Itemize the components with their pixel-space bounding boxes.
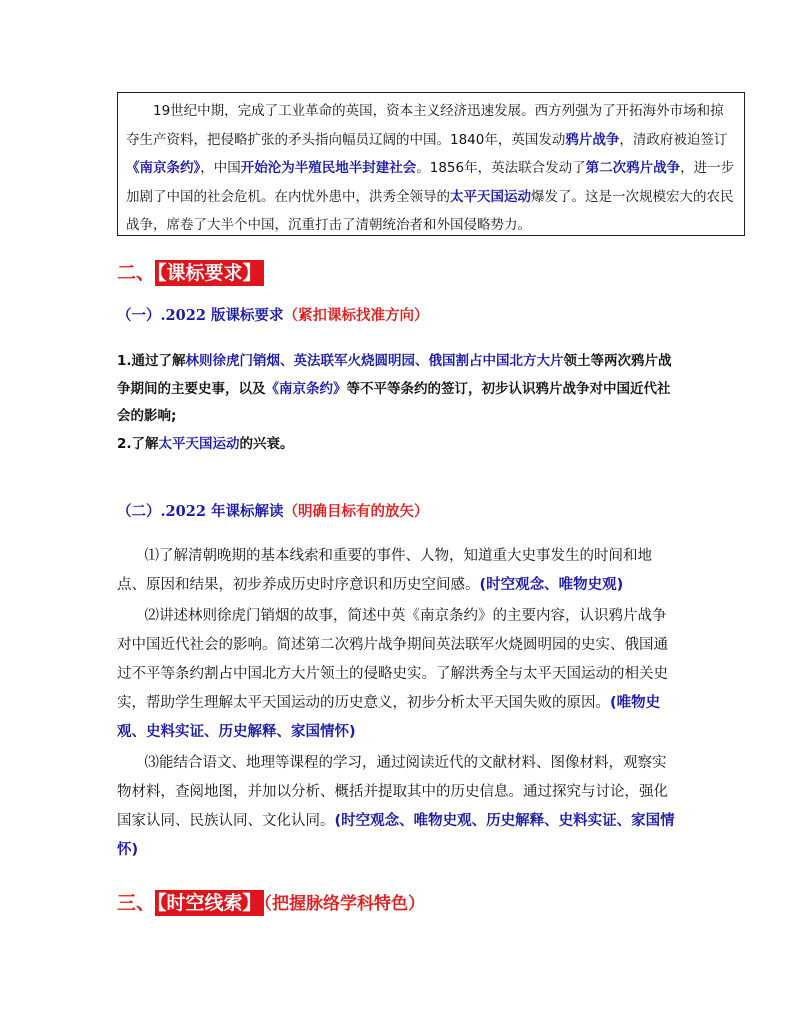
subsection-note: （明确目标有的放矢） bbox=[283, 503, 429, 520]
intro-text: 。1856年，英法联合发动了 bbox=[416, 160, 586, 176]
section-label-highlight: 【时空线索】 bbox=[157, 892, 262, 914]
section-number: 二、 bbox=[117, 262, 156, 284]
req-highlight: 林则徐虎门销烟、英法联军火烧圆明园、俄国割占中国北方大片 bbox=[185, 353, 564, 369]
interpretation-item-3 bbox=[117, 749, 677, 865]
interpretation-list bbox=[117, 542, 677, 867]
subsection-title-standards bbox=[117, 304, 428, 325]
section-note: （把握脉络学科特色） bbox=[263, 894, 426, 914]
subsection-label: （一）.2022 版课标要求 bbox=[117, 307, 284, 324]
intro-highlight-opium-war: 鸦片战争 bbox=[565, 131, 620, 148]
subsection-label: （二）.2022 年课标解读 bbox=[117, 503, 284, 520]
section-title-curriculum bbox=[117, 258, 264, 285]
intro-highlight-second-opium-war: 第二次鸦片战争 bbox=[585, 160, 681, 176]
interp-tag: (时空观念、唯物史观、历史解释、史料实证、家国情怀) bbox=[117, 813, 675, 858]
intro-text: ，清政府被迫签订 bbox=[619, 131, 728, 148]
req-text: 1.通过了解 bbox=[117, 353, 186, 369]
interp-tag: (唯物史观、史料实证、历史解释、家国情怀) bbox=[117, 695, 661, 740]
subsection-title-interpretation bbox=[117, 500, 428, 521]
interpretation-item-2 bbox=[117, 602, 677, 747]
req-text: 领土等两次鸦片战争期间的主要史事，以及 bbox=[117, 353, 672, 397]
req-text: 等不平等条约的签订，初步认识鸦片战争对中国近代社会的影响; bbox=[117, 380, 671, 424]
intro-highlight-nanjing-treaty: 《南京条约》 bbox=[126, 160, 201, 176]
interp-text: ⑴了解清朝晚期的基本线索和重要的事件、人物，知道重大史事发生的时间和地点、原因和结果，初步养成历史时序意识和历史空间感。 bbox=[117, 548, 653, 593]
interp-text: ⑵讲述林则徐虎门销烟的故事，简述中英《南京条约》的主要内容，认识鸦片战争对中国近代社会的影响。简述第二次鸦片战争期间英法联军火烧圆明园的史实、俄国通过不平等条约割占中国北方大片领土的侵略史实。了解洪秀全与太平天国运动的相关史实，帮助学生理解太平天国运动的历史意义，初步分析太平天国失败的原因。 bbox=[117, 608, 668, 711]
intro-box bbox=[117, 92, 745, 236]
interpretation-item-1 bbox=[117, 542, 677, 600]
intro-highlight-taiping: 太平天国运动 bbox=[450, 188, 531, 205]
intro-text: ，中国 bbox=[200, 160, 241, 176]
intro-text: ，进一步加剧了中国的社会危机。在内忧外患中，洪秀全领导的 bbox=[126, 160, 735, 205]
requirements-list bbox=[117, 348, 677, 458]
interp-tag: (时空观念、唯物史观) bbox=[479, 577, 624, 593]
intro-text: 爆发了。这是一次规模宏大的农民战争，席卷了大半个中国，沉重打击了清朝统治者和外国侵略势力。 bbox=[126, 188, 734, 233]
subsection-note: （紧扣课标找准方向） bbox=[283, 307, 429, 324]
req-highlight: 《南京条约》 bbox=[265, 380, 347, 397]
req-text: 2.了解 bbox=[117, 435, 159, 452]
intro-text: 19世纪中期，完成了工业革命的英国，资本主义经济迅速发展。西方列强为了开拓海外市场和掠夺生产资料，把侵略扩张的矛头指向幅员辽阔的中国。1840年，英国发动 bbox=[126, 103, 724, 148]
req-text: 的兴衰。 bbox=[239, 435, 294, 452]
req-highlight: 太平天国运动 bbox=[158, 435, 240, 452]
intro-highlight-semicolonial: 开始沦为半殖民地半封建社会 bbox=[240, 160, 417, 176]
section-label-highlight: 【课标要求】 bbox=[157, 262, 262, 284]
intro-paragraph bbox=[126, 97, 736, 240]
section-title-timeline bbox=[117, 888, 425, 915]
interp-text: ⑶能结合语文、地理等课程的学习，通过阅读近代的文献材料、图像材料，观察实物材料，查阅地图，并加以分析、概括并提取其中的历史信息。通过探究与讨论，强化国家认同、民族认同、文化认同。 bbox=[117, 755, 668, 829]
requirement-item-1 bbox=[117, 348, 677, 431]
requirement-item-2 bbox=[117, 431, 677, 459]
section-number: 三、 bbox=[117, 892, 156, 914]
